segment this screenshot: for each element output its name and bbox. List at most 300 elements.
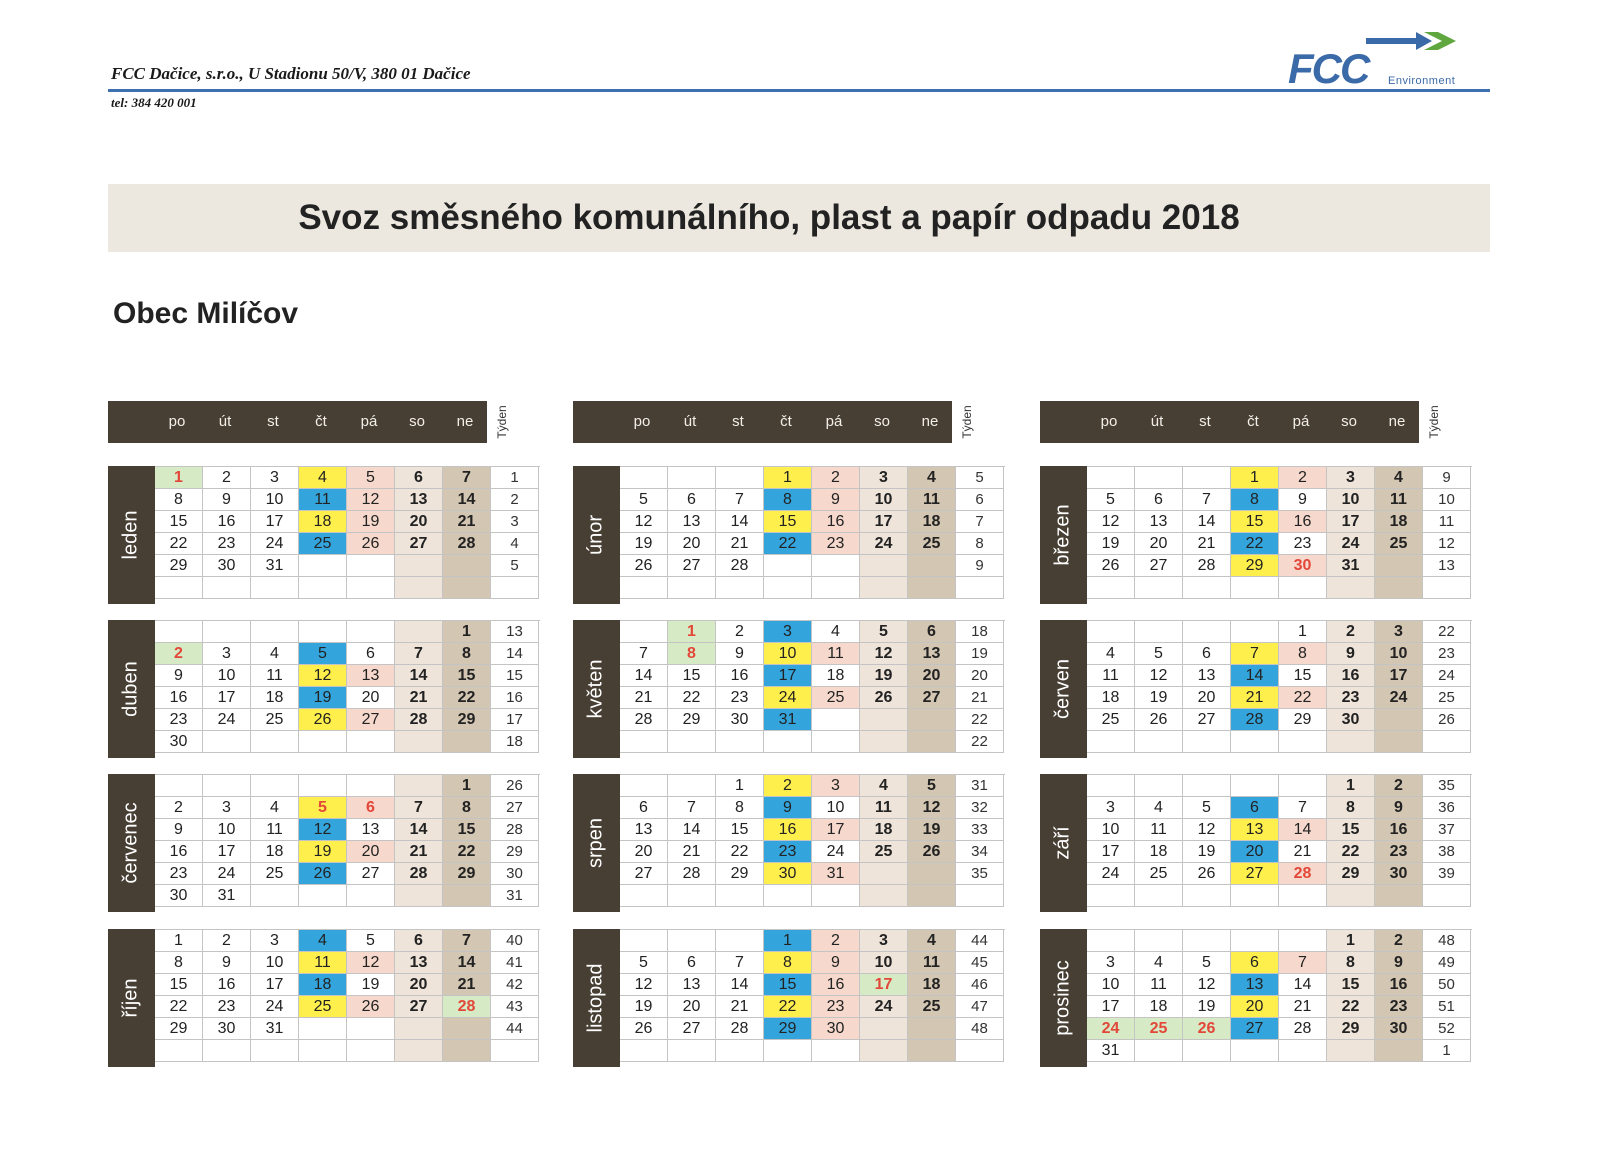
day-cell: 9 [1279, 489, 1327, 511]
day-cell [395, 555, 443, 577]
day-cell: 1 [764, 930, 812, 952]
day-cell: 21 [1231, 687, 1279, 709]
day-cell: 3 [1087, 952, 1135, 974]
day-cell: 6 [395, 467, 443, 489]
day-cell: 13 [347, 665, 395, 687]
week-number: 18 [956, 621, 1004, 643]
day-cell: 19 [1087, 533, 1135, 555]
day-cell: 4 [299, 930, 347, 952]
week-number: 11 [1423, 511, 1471, 533]
day-cell: 31 [203, 885, 251, 907]
day-cell: 18 [812, 665, 860, 687]
week-number: 23 [1423, 643, 1471, 665]
day-cell [1183, 1040, 1231, 1062]
week-number [491, 577, 539, 599]
day-cell: 26 [620, 555, 668, 577]
month-block-říjen [108, 929, 540, 1067]
day-cell: 18 [1087, 687, 1135, 709]
day-cell [443, 885, 491, 907]
day-cell: 8 [716, 797, 764, 819]
day-cell: 9 [1375, 797, 1423, 819]
weekday-label: po [633, 413, 651, 430]
day-cell [1375, 577, 1423, 599]
day-cell: 4 [860, 775, 908, 797]
day-cell: 8 [155, 489, 203, 511]
day-cell: 13 [395, 952, 443, 974]
day-cell [1183, 885, 1231, 907]
day-cell: 20 [395, 511, 443, 533]
day-cell: 28 [716, 555, 764, 577]
day-cell: 20 [620, 841, 668, 863]
day-cell: 11 [1135, 974, 1183, 996]
day-cell: 12 [299, 819, 347, 841]
day-cell: 8 [1327, 797, 1375, 819]
day-cell: 11 [1087, 665, 1135, 687]
day-cell: 30 [1279, 555, 1327, 577]
day-cell [668, 930, 716, 952]
day-cell: 23 [764, 841, 812, 863]
day-cell: 29 [155, 555, 203, 577]
day-cell: 24 [812, 841, 860, 863]
day-cell: 30 [1327, 709, 1375, 731]
weekday-label: út [683, 413, 697, 430]
week-number: 21 [956, 687, 1004, 709]
day-cell: 19 [908, 819, 956, 841]
week-number: 3 [491, 511, 539, 533]
day-cell [908, 555, 956, 577]
day-cell [299, 1040, 347, 1062]
weekday-label: st [267, 413, 279, 430]
day-cell: 15 [764, 511, 812, 533]
day-cell: 22 [1327, 996, 1375, 1018]
day-cell: 12 [1087, 511, 1135, 533]
day-cell: 22 [155, 533, 203, 555]
day-cell: 30 [716, 709, 764, 731]
week-number: 36 [1423, 797, 1471, 819]
tyden-label: Týden [1427, 405, 1441, 439]
day-cell: 1 [443, 775, 491, 797]
day-cell: 27 [347, 709, 395, 731]
day-cell: 8 [443, 643, 491, 665]
day-cell: 30 [1375, 863, 1423, 885]
day-cell: 6 [1183, 643, 1231, 665]
day-cell: 16 [1327, 665, 1375, 687]
day-cell: 28 [443, 533, 491, 555]
day-cell: 10 [203, 819, 251, 841]
day-cell [860, 885, 908, 907]
day-cell: 8 [668, 643, 716, 665]
day-cell: 29 [155, 1018, 203, 1040]
day-cell: 10 [1327, 489, 1375, 511]
day-cell [1231, 1040, 1279, 1062]
day-cell: 3 [251, 467, 299, 489]
week-number: 14 [491, 643, 539, 665]
day-cell: 6 [1231, 797, 1279, 819]
day-cell: 26 [908, 841, 956, 863]
day-cell [908, 885, 956, 907]
day-cell: 2 [155, 797, 203, 819]
day-cell [620, 885, 668, 907]
day-cell: 15 [155, 974, 203, 996]
day-cell [347, 621, 395, 643]
day-cell: 25 [251, 709, 299, 731]
day-cell [1279, 775, 1327, 797]
week-number: 35 [1423, 775, 1471, 797]
day-cell: 11 [299, 952, 347, 974]
day-cell: 2 [764, 775, 812, 797]
day-cell [347, 577, 395, 599]
week-number: 52 [1423, 1018, 1471, 1040]
month-label-bar [108, 929, 155, 1067]
month-name: srpen [584, 817, 607, 869]
day-cell: 23 [1279, 533, 1327, 555]
day-cell: 20 [908, 665, 956, 687]
day-cell: 6 [395, 930, 443, 952]
day-cell [620, 775, 668, 797]
day-cell [443, 731, 491, 753]
day-cell [1183, 467, 1231, 489]
month-label-bar [573, 929, 620, 1067]
day-cell [1135, 577, 1183, 599]
day-cell [155, 1040, 203, 1062]
week-number [1423, 731, 1471, 753]
day-cell [443, 577, 491, 599]
day-cell: 6 [1135, 489, 1183, 511]
day-cell [347, 1040, 395, 1062]
day-cell: 11 [860, 797, 908, 819]
day-cell: 7 [443, 930, 491, 952]
day-cell: 14 [443, 952, 491, 974]
day-cell: 24 [860, 533, 908, 555]
day-cell: 21 [716, 996, 764, 1018]
day-cell: 13 [1183, 665, 1231, 687]
day-cell: 13 [1135, 511, 1183, 533]
week-number: 39 [1423, 863, 1471, 885]
day-cell: 21 [1279, 996, 1327, 1018]
day-cell: 22 [155, 996, 203, 1018]
day-cell [347, 775, 395, 797]
day-cell: 1 [764, 467, 812, 489]
day-cell [620, 467, 668, 489]
day-cell: 2 [1375, 930, 1423, 952]
day-cell: 27 [1231, 863, 1279, 885]
day-cell: 15 [443, 665, 491, 687]
day-cell [251, 731, 299, 753]
week-number: 27 [491, 797, 539, 819]
day-cell: 7 [1231, 643, 1279, 665]
day-cell [908, 1018, 956, 1040]
day-cell: 27 [1231, 1018, 1279, 1040]
fcc-logo [1288, 30, 1488, 92]
day-cell [812, 1040, 860, 1062]
day-cell [1135, 885, 1183, 907]
day-cell: 1 [1279, 621, 1327, 643]
day-cell: 18 [1375, 511, 1423, 533]
day-cell: 11 [251, 819, 299, 841]
weekday-label: po [168, 413, 186, 430]
month-label-bar [1040, 774, 1087, 912]
day-cell: 16 [716, 665, 764, 687]
day-cell: 27 [908, 687, 956, 709]
week-number: 42 [491, 974, 539, 996]
day-cell: 20 [668, 533, 716, 555]
week-number: 1 [491, 467, 539, 489]
day-cell: 11 [1375, 489, 1423, 511]
weekday-label: pá [825, 413, 843, 430]
day-cell: 17 [1087, 841, 1135, 863]
week-number: 6 [956, 489, 1004, 511]
day-cell: 30 [764, 863, 812, 885]
day-cell: 23 [1375, 841, 1423, 863]
weekday-header [1040, 401, 1419, 443]
week-number: 46 [956, 974, 1004, 996]
day-cell: 26 [860, 687, 908, 709]
day-cell: 29 [1327, 863, 1375, 885]
weekday-label: po [1100, 413, 1118, 430]
day-cell: 28 [395, 863, 443, 885]
week-number: 19 [956, 643, 1004, 665]
day-cell: 26 [347, 996, 395, 1018]
day-cell [155, 621, 203, 643]
day-cell [668, 577, 716, 599]
day-cell: 5 [620, 489, 668, 511]
day-cell [1087, 621, 1135, 643]
day-cell: 10 [764, 643, 812, 665]
day-cell [620, 621, 668, 643]
day-cell: 10 [860, 489, 908, 511]
day-cell: 20 [1183, 687, 1231, 709]
day-cell: 13 [668, 511, 716, 533]
weekday-label: so [874, 413, 890, 430]
week-number: 35 [956, 863, 1004, 885]
week-number: 41 [491, 952, 539, 974]
day-cell: 18 [908, 974, 956, 996]
day-cell: 24 [203, 863, 251, 885]
week-number: 5 [491, 555, 539, 577]
month-label-bar [1040, 929, 1087, 1067]
day-cell: 28 [395, 709, 443, 731]
day-cell: 25 [860, 841, 908, 863]
day-cell [203, 1040, 251, 1062]
day-cell: 30 [203, 555, 251, 577]
day-cell [1135, 775, 1183, 797]
day-cell: 5 [299, 643, 347, 665]
day-cell: 14 [716, 974, 764, 996]
weekday-header [108, 401, 487, 443]
day-cell: 1 [1231, 467, 1279, 489]
month-label-bar [573, 466, 620, 604]
day-cell [1087, 577, 1135, 599]
day-cell [1183, 930, 1231, 952]
day-cell: 27 [668, 555, 716, 577]
day-cell [1135, 621, 1183, 643]
week-number: 48 [956, 1018, 1004, 1040]
day-cell: 18 [1135, 996, 1183, 1018]
day-cell: 28 [620, 709, 668, 731]
weekday-label: ne [1388, 413, 1406, 430]
day-cell: 1 [1327, 775, 1375, 797]
day-cell: 25 [299, 996, 347, 1018]
day-cell: 7 [395, 643, 443, 665]
day-cell [299, 621, 347, 643]
day-cell [1087, 467, 1135, 489]
day-cell [860, 731, 908, 753]
day-cell: 17 [251, 974, 299, 996]
day-cell: 14 [716, 511, 764, 533]
day-cell: 31 [251, 555, 299, 577]
week-number: 29 [491, 841, 539, 863]
day-cell: 30 [155, 885, 203, 907]
week-number [956, 577, 1004, 599]
day-cell: 11 [251, 665, 299, 687]
weekday-label: út [1150, 413, 1164, 430]
day-cell [1183, 731, 1231, 753]
day-cell: 23 [812, 996, 860, 1018]
day-cell [860, 1018, 908, 1040]
day-cell: 8 [155, 952, 203, 974]
day-cell [1279, 1040, 1327, 1062]
weekday-label: út [218, 413, 232, 430]
day-cell: 16 [155, 841, 203, 863]
day-cell: 4 [1375, 467, 1423, 489]
day-cell: 2 [812, 467, 860, 489]
day-cell: 1 [668, 621, 716, 643]
week-number: 10 [1423, 489, 1471, 511]
day-cell [812, 555, 860, 577]
day-cell: 26 [299, 709, 347, 731]
month-name: září [1051, 826, 1074, 860]
day-cell: 11 [908, 489, 956, 511]
day-cell: 25 [908, 533, 956, 555]
day-cell: 9 [812, 489, 860, 511]
day-cell: 5 [860, 621, 908, 643]
weekday-label: so [409, 413, 425, 430]
week-number: 15 [491, 665, 539, 687]
day-cell: 24 [1087, 863, 1135, 885]
day-cell [299, 577, 347, 599]
day-cell [908, 1040, 956, 1062]
day-cell: 1 [155, 467, 203, 489]
day-cell: 26 [620, 1018, 668, 1040]
week-number [1423, 885, 1471, 907]
day-cell: 17 [1087, 996, 1135, 1018]
day-cell: 24 [203, 709, 251, 731]
day-cell: 3 [1327, 467, 1375, 489]
week-number: 20 [956, 665, 1004, 687]
weekday-label: ne [456, 413, 474, 430]
day-cell: 19 [1183, 841, 1231, 863]
day-cell [1135, 731, 1183, 753]
week-number: 31 [956, 775, 1004, 797]
week-number: 13 [1423, 555, 1471, 577]
day-cell [764, 577, 812, 599]
day-cell [1279, 885, 1327, 907]
week-number: 22 [1423, 621, 1471, 643]
day-cell: 22 [443, 841, 491, 863]
day-cell: 7 [668, 797, 716, 819]
day-cell: 21 [1279, 841, 1327, 863]
day-cell: 19 [620, 533, 668, 555]
day-cell [1375, 731, 1423, 753]
day-cell: 16 [812, 511, 860, 533]
month-block-duben [108, 620, 540, 758]
day-cell: 12 [347, 952, 395, 974]
week-number: 22 [956, 709, 1004, 731]
day-cell: 15 [1279, 665, 1327, 687]
day-cell: 27 [1183, 709, 1231, 731]
day-cell: 6 [347, 643, 395, 665]
day-cell: 9 [764, 797, 812, 819]
month-name: prosinec [1051, 960, 1074, 1036]
day-cell: 7 [443, 467, 491, 489]
day-cell: 16 [764, 819, 812, 841]
day-cell: 15 [1231, 511, 1279, 533]
day-cell [860, 863, 908, 885]
day-cell: 25 [299, 533, 347, 555]
day-cell: 12 [347, 489, 395, 511]
day-cell: 26 [1087, 555, 1135, 577]
week-number-header [492, 401, 512, 443]
day-cell [395, 1040, 443, 1062]
day-cell: 4 [1135, 797, 1183, 819]
week-number [956, 885, 1004, 907]
day-cell: 25 [251, 863, 299, 885]
month-name: červenec [119, 802, 142, 884]
day-cell [1231, 731, 1279, 753]
day-cell [395, 731, 443, 753]
day-cell: 16 [155, 687, 203, 709]
week-number: 30 [491, 863, 539, 885]
day-cell: 19 [620, 996, 668, 1018]
month-label-bar [108, 466, 155, 604]
day-cell: 22 [668, 687, 716, 709]
day-cell: 5 [347, 930, 395, 952]
day-cell: 21 [1183, 533, 1231, 555]
week-number: 44 [491, 1018, 539, 1040]
day-cell: 31 [764, 709, 812, 731]
day-cell: 4 [251, 797, 299, 819]
week-number: 9 [1423, 467, 1471, 489]
day-cell: 13 [908, 643, 956, 665]
day-cell: 5 [1183, 952, 1231, 974]
day-cell: 15 [1327, 819, 1375, 841]
month-name: červen [1051, 658, 1074, 720]
week-number: 51 [1423, 996, 1471, 1018]
day-cell: 31 [1327, 555, 1375, 577]
day-cell [1375, 555, 1423, 577]
day-cell [347, 555, 395, 577]
day-cell: 6 [908, 621, 956, 643]
day-cell: 20 [347, 841, 395, 863]
week-number: 49 [1423, 952, 1471, 974]
day-cell [764, 885, 812, 907]
day-cell: 29 [1231, 555, 1279, 577]
day-cell: 23 [716, 687, 764, 709]
day-cell: 17 [1375, 665, 1423, 687]
day-cell: 18 [860, 819, 908, 841]
day-cell: 22 [1327, 841, 1375, 863]
day-cell: 17 [251, 511, 299, 533]
obec-name: Obec Milíčov [113, 297, 299, 330]
day-cell [860, 555, 908, 577]
day-cell: 24 [1327, 533, 1375, 555]
weekday-header [573, 401, 952, 443]
week-number [491, 1040, 539, 1062]
week-number: 5 [956, 467, 1004, 489]
day-cell [395, 577, 443, 599]
day-cell [1231, 930, 1279, 952]
day-cell: 27 [668, 1018, 716, 1040]
